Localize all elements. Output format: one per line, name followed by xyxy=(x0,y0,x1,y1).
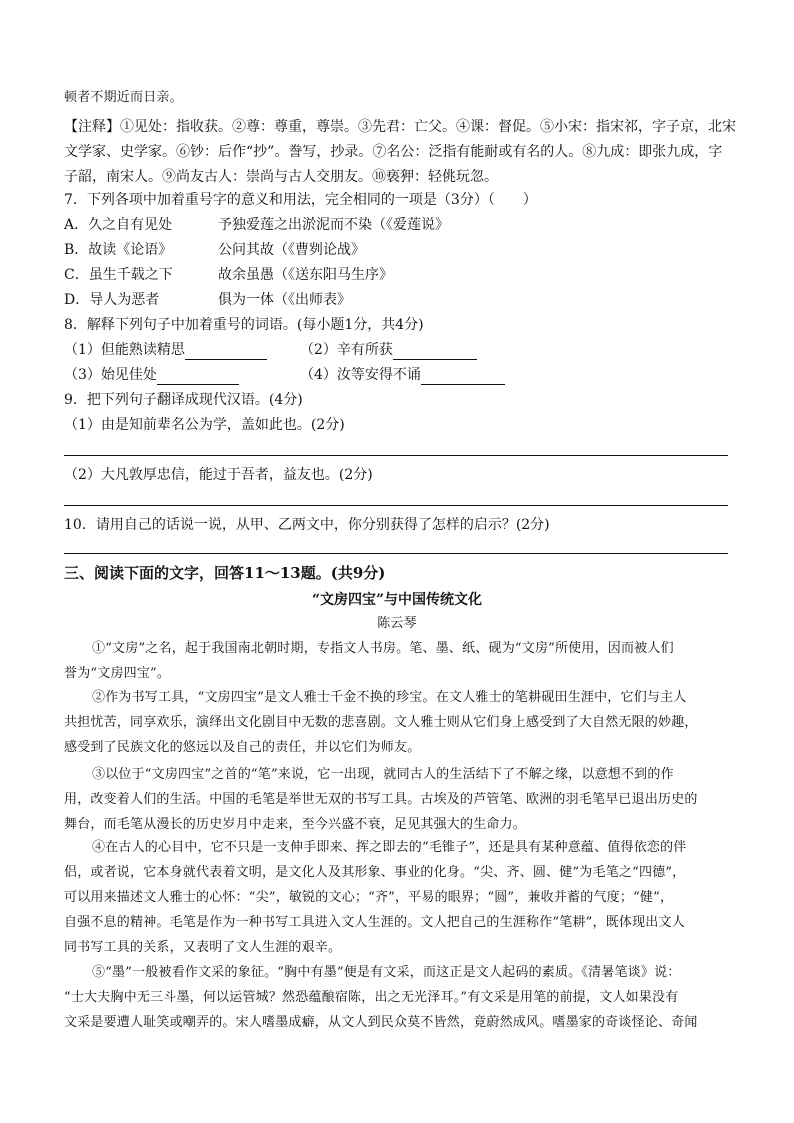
q8-item-3: （3）始见佳处 xyxy=(64,367,157,383)
q7-option-a-right: 予独爱莲之出淤泥而不染（《爱莲说》 xyxy=(218,217,449,233)
q7-option-c-left: C．虽生千载之下 xyxy=(64,267,173,283)
q8-answer-3-blank[interactable] xyxy=(157,370,239,385)
q8-answer-1-blank[interactable] xyxy=(185,345,267,360)
q7-stem: 7．下列各项中加着重号字的意义和用法，完全相同的一项是（3分）（ ） xyxy=(64,192,537,208)
article-author: 陈云琴 xyxy=(377,616,417,631)
q9-sentence-2: （2）大凡敦厚忠信，能过于吾者，益友也。(2分) xyxy=(64,467,373,483)
q7-option-d xyxy=(64,290,351,310)
q7-option-d-left: D．导人为恶者 xyxy=(64,292,160,308)
article-p5-line1: ⑤“墨”一般被看作文采的象征。“胸中有墨”便是有文采，而这正是文人起码的素质。《清暑笔谈》说： xyxy=(92,965,681,980)
annotation-line-3: 子韶，南宋人。⑨尚友古人：崇尚与古人交朋友。⑩亵狎：轻佻玩忽。 xyxy=(64,169,498,185)
q10-stem: 10．请用自己的话说一说，从甲、乙两文中，你分别获得了怎样的启示？(2分) xyxy=(64,517,550,533)
q8-item-2-wrap xyxy=(300,340,477,360)
article-p2-line1: ②作为书写工具，“文房四宝”是文人雅士千金不换的珍宝。在文人雅士的笔耕砚田生涯中，它们与主人 xyxy=(92,690,687,705)
q8-item-4-wrap xyxy=(300,365,505,385)
article-p4-line3: 可以用来描述文人雅士的心怀：“尖”，敏锐的文心；“齐”，平易的眼界；“圆”，兼收并蓄的气度；“健”， xyxy=(64,890,674,905)
article-p2-line2: 共担忧苦，同享欢乐，演绎出文化剧目中无数的悲喜剧。文人雅士则从它们身上感受到了大自然无限的妙趣， xyxy=(64,715,698,730)
article-title: “文房四宝”与中国传统文化 xyxy=(311,592,483,608)
article-p3-line1: ③以位于“文房四宝”之首的“笔”来说，它一出现，就同古人的生活结下了不解之缘，以意想不到的作 xyxy=(92,767,674,782)
q10-answer-line[interactable] xyxy=(64,553,728,554)
q8-stem: 8．解释下列句子中加着重号的词语。(每小题1分，共4分) xyxy=(64,317,424,333)
q9-stem: 9．把下列句子翻译成现代汉语。(4分) xyxy=(64,392,303,408)
article-p1-line1: ①“文房”之名，起于我国南北朝时期，专指文人书房。笔、墨、纸、砚为“文房”所使用，因而被人们 xyxy=(92,641,674,656)
article-p4-line5: 同书写工具的关系，又表明了文人生涯的艰辛。 xyxy=(64,940,342,955)
article-p1-line2: 誉为“文房四宝”。 xyxy=(64,666,171,681)
q8-row-2 xyxy=(64,365,421,385)
article-p3-line2: 用，改变着人们的生活。中国的毛笔是举世无双的书写工具。古埃及的芦管笔、欧洲的羽毛笔早已退出历史的 xyxy=(64,792,698,807)
annotation-line-2: 文学家、史学家。⑥钞：后作“抄”。誊写，抄录。⑦名公：泛指有能耐或有名的人。⑧九成：即张九成，字 xyxy=(64,144,723,160)
q8-answer-4-blank[interactable] xyxy=(421,370,505,385)
q8-item-4: （4）汝等安得不诵 xyxy=(300,367,421,383)
section-3-heading: 三、阅读下面的文字，回答11～13题。(共9分) xyxy=(64,564,386,582)
q7-option-b-right: 公问其故（《曹刿论战》 xyxy=(218,242,365,258)
q9-answer-line-1[interactable] xyxy=(64,455,728,456)
article-p4-line2: 侣，或者说，它本身就代表着文明，是文化人及其形象、事业的化身。“尖、齐、圆、健”为毛笔之“四德”， xyxy=(64,865,686,880)
q8-item-1: （1）但能熟读精思 xyxy=(64,342,185,358)
annotation-line-1: 【注释】①见处：指收获。②尊：尊重，尊崇。③先君：亡父。④课：督促。⑤小宋：指宋祁，字子京，北宋 xyxy=(64,119,736,135)
article-p4-line1: ④在古人的心目中，它不只是一支伸手即来、挥之即去的“毛锥子”，还是具有某种意蕴、值得依恋的伴 xyxy=(92,840,687,855)
article-p2-line3: 感受到了民族文化的悠远以及自己的责任，并以它们为师友。 xyxy=(64,740,421,755)
article-p4-line4: 自强不息的精神。毛笔是作为一种书写工具进入文人生涯的。文人把自己的生涯称作“笔耕”，既体现出文人 xyxy=(64,915,685,930)
q8-item-2: （2）辛有所获 xyxy=(300,342,393,358)
q8-row-1 xyxy=(64,340,393,360)
q7-option-b-left: B．故读《论语》 xyxy=(64,242,173,258)
q7-option-d-right: 俱为一体（《出师表》 xyxy=(218,292,351,308)
article-p5-line2: “士大夫胸中无三斗墨，何以运管城？然恐蕴酿宿陈，出之无光泽耳。”有文采是用笔的前提，文人如果没有 xyxy=(64,990,679,1005)
q7-option-c-right: 故余虽愚（《送东阳马生序》 xyxy=(218,267,393,283)
q7-option-a xyxy=(64,215,449,235)
q8-answer-2-blank[interactable] xyxy=(393,345,477,360)
q9-answer-line-2[interactable] xyxy=(64,505,728,506)
article-p5-line3: 文采是要遭人耻笑或嘲弄的。宋人嗜墨成癖，从文人到民众莫不皆然，竟蔚然成风。嗜墨家的奇谈怪论、奇闻 xyxy=(64,1015,698,1030)
q7-option-b xyxy=(64,240,365,260)
article-p3-line3: 舞台，而毛笔从漫长的历史岁月中走来，至今兴盛不衰，足见其强大的生命力。 xyxy=(64,817,527,832)
passage-tail-line: 顿者不期近而日亲。 xyxy=(64,90,183,105)
q7-option-c xyxy=(64,265,393,285)
q9-sentence-1: （1）由是知前辈名公为学，盖如此也。(2分) xyxy=(64,417,345,433)
q7-option-a-left: A．久之自有见处 xyxy=(64,217,173,233)
